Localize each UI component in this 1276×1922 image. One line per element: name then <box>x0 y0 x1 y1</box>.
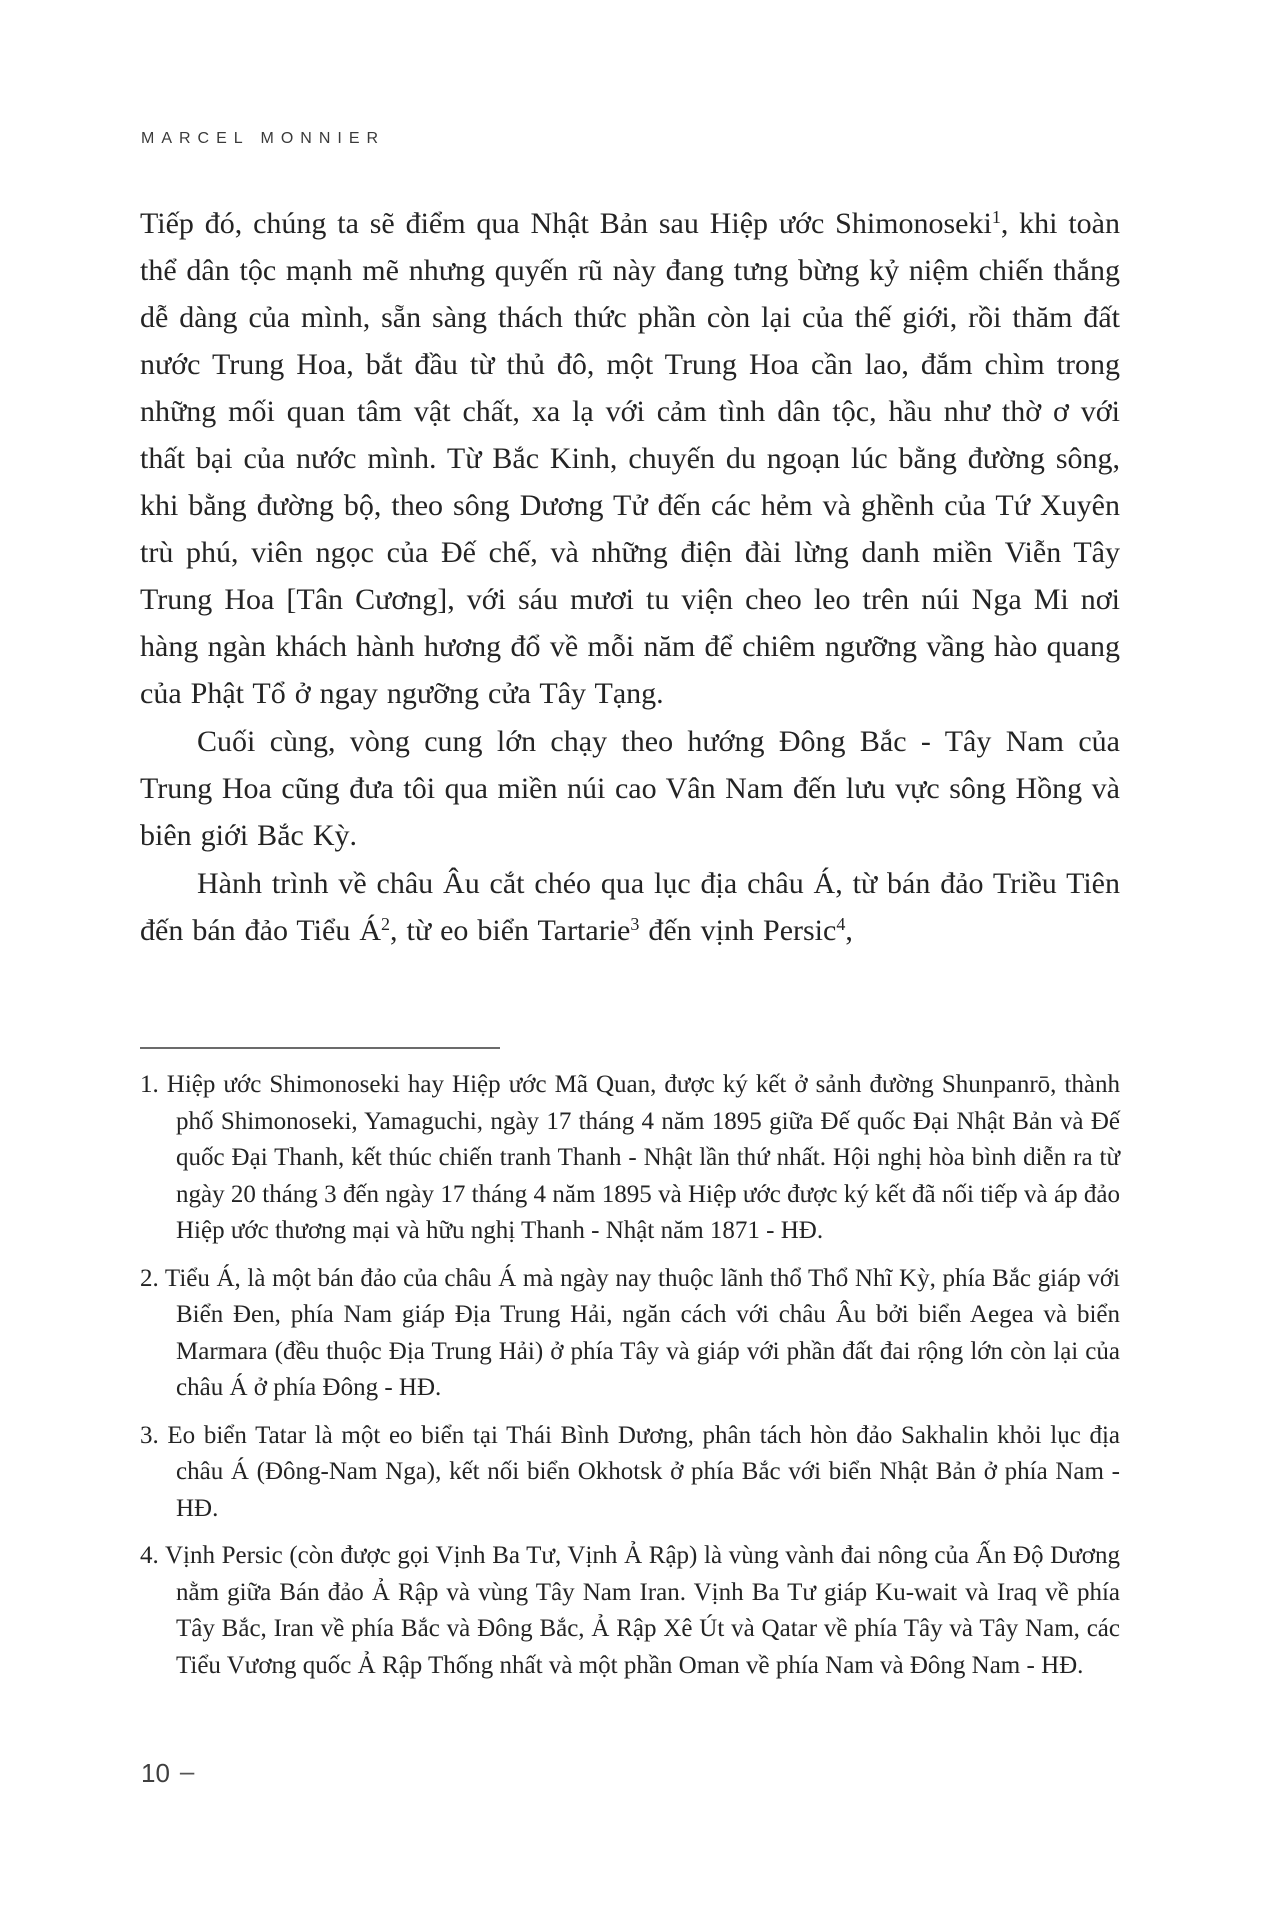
footnote-number: 3. <box>140 1421 159 1449</box>
footnote-reference: 3 <box>630 914 640 935</box>
footnote-number: 4. <box>140 1542 159 1569</box>
footnote: 2. Tiểu Á, là một bán đảo của châu Á mà ngày nay thuộc lãnh thổ Thổ Nhĩ Kỳ, phía Bắc giáp với Biển Đen, phía Nam giáp Địa Trung Hải, ngăn cách với châu Âu bởi biển Aegea và biển Marmara (đều thuộc Địa Trung Hải) ở phía Tây và giáp với phần đất đai rộng lớn còn lại của châu Á ở phía Đông - HĐ. <box>140 1264 1120 1401</box>
footnote: 3. Eo biển Tatar là một eo biển tại Thái Bình Dương, phân tách hòn đảo Sakhalin khỏi lục địa châu Á (Đông-Nam Nga), kết nối biển Okhotsk ở phía Bắc với biển Nhật Bản ở phía Nam - HĐ. <box>140 1421 1120 1522</box>
footnote-reference: 2 <box>381 914 390 935</box>
author-name: MARCEL MONNIER <box>141 130 386 147</box>
footnote-reference: 4 <box>836 914 846 935</box>
running-header <box>141 130 385 148</box>
paragraph: Tiếp đó, chúng ta sẽ điểm qua Nhật Bản sau Hiệp ước Shimonoseki$^1$, khi toàn thể dân tộc mạnh mẽ nhưng quyến rũ này đang tưng bừng kỷ niệm chiến thắng dễ dàng của mình, sẵn sàng thách thức phần còn lại của thế giới, rồi thăm đất nước Trung Hoa, bắt đầu từ thủ đô, một Trung Hoa cần lao, đắm chìm trong những mối quan tâm vật chất, xa lạ với cảm tình dân tộc, hầu như thờ ơ với thất bại của nước mình. Từ Bắc Kinh, chuyến du ngoạn lúc bằng đường sông, khi bằng đường bộ, theo sông Dương Tử đến các hẻm và ghềnh của Tứ Xuyên trù phú, viên ngọc của Đế chế, và những điện đài lừng danh miền Viễn Tây Trung Hoa [Tân Cương], với sáu mươi tu viện cheo leo trên núi Nga Mi nơi hàng ngàn khách hành hương đổ về mỗi năm để chiêm ngưỡng vầng hào quang của Phật Tổ ở ngay ngưỡng cửa Tây Tạng. <box>140 207 1120 710</box>
footnote: 1. Hiệp ước Shimonoseki hay Hiệp ước Mã Quan, được ký kết ở sảnh đường Shunpanrō, thành phố Shimonoseki, Yamaguchi, ngày 17 tháng 4 năm 1895 giữa Đế quốc Đại Nhật Bản và Đế quốc Đại Thanh, kết thúc chiến tranh Thanh - Nhật lần thứ nhất. Hội nghị hòa bình diễn ra từ ngày 20 tháng 3 đến ngày 17 tháng 4 năm 1895 và Hiệp ước được ký kết đã nối tiếp và áp đảo Hiệp ước thương mại và hữu nghị Thanh - Nhật năm 1871 - HĐ. <box>140 1071 1120 1244</box>
paragraph: Hành trình về châu Âu cắt chéo qua lục địa châu Á, từ bán đảo Triều Tiên đến bán đảo Tiểu Á$^2$, từ eo biển Tartarie$^3$ đến vịnh Persic$^4$, <box>140 867 1120 947</box>
footnote-number: 1. <box>140 1071 159 1098</box>
body-text <box>140 200 1120 954</box>
page-number: 10 <box>141 1758 170 1788</box>
footnote-number: 2. <box>140 1264 159 1292</box>
footnote-reference: 1 <box>991 207 1001 228</box>
footnotes <box>140 1067 1120 1684</box>
footnote: 4. Vịnh Persic (còn được gọi Vịnh Ba Tư, Vịnh Ả Rập) là vùng vành đai nông của Ấn Độ Dương nằm giữa Bán đảo Ả Rập và vùng Tây Nam Iran. Vịnh Ba Tư giáp Ku-wait và Iraq về phía Tây Bắc, Iran về phía Bắc và Đông Bắc, Ả Rập Xê Út và Qatar về phía Tây và Tây Nam, các Tiểu Vương quốc Ả Rập Thống nhất và một phần Oman về phía Nam và Đông Nam - HĐ. <box>140 1542 1120 1679</box>
footnote-separator <box>140 1047 500 1049</box>
paragraph: Cuối cùng, vòng cung lớn chạy theo hướng Đông Bắc - Tây Nam của Trung Hoa cũng đưa tôi qua miền núi cao Vân Nam đến lưu vực sông Hồng và biên giới Bắc Kỳ. <box>140 725 1120 852</box>
page-footer <box>141 1758 194 1789</box>
page-number-dash: – <box>179 1756 195 1786</box>
